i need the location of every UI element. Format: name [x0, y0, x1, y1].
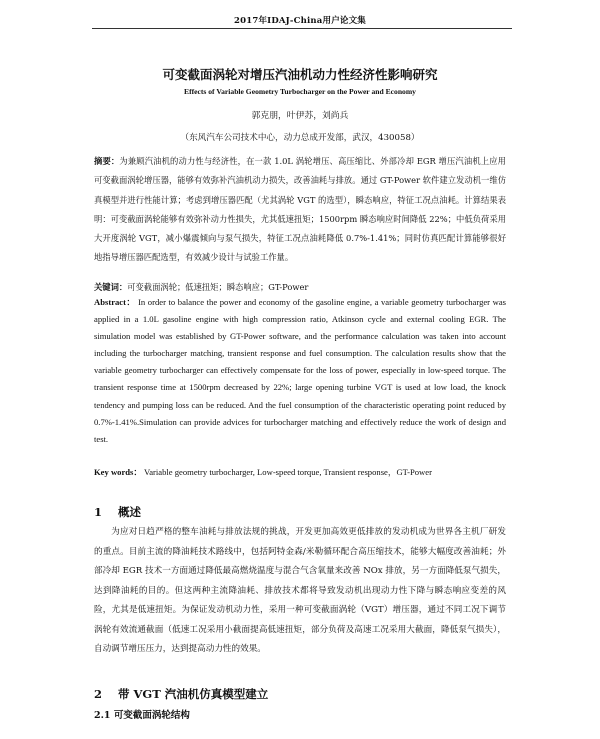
authors: 郭克朋，叶伊苏，刘尚兵	[251, 111, 349, 121]
keywords-en	[94, 464, 506, 480]
section-2-number: 2	[94, 687, 103, 701]
section-1-body: 为应对日趋严格的整车油耗与排放法规的挑战，开发更加高效更低排放的发动机成为世界各主机厂研发的重点。目前主流的降油耗技术路线中，包括阿特金森/米勒循环配合高压缩技术，能够大幅度改善油耗；外部冷却 EGR 技术一方面通过降低最高燃烧温度与混合气含氧量来改善 NOx 排放，另一方面降低泵气损失，达到降油耗的目的。但这两种主流降油耗、排放技术都将导致发动机出现动力性下降与瞬态响应变差的风险，尤其是低速扭矩。为保证发动机动力性，采用一种可变截面涡轮（VGT）增压器，通过不同工况下调节涡轮有效流通截面（低速工况采用小截面提高低速扭矩，部分负荷及高速工况采用大截面，降低泵气损失），自动调节增压压力，达到提高动力性的效果。	[94, 527, 506, 654]
paper-title-en: Effects of Variable Geometry Turbocharger on the Power and Economy	[184, 87, 416, 96]
abstract-cn	[94, 152, 506, 268]
affiliation: （东风汽车公司技术中心，动力总成开发部，武汉，430058）	[180, 133, 420, 143]
keywords-cn-text: 可变截面涡轮；低速扭矩；瞬态响应；GT-Power	[127, 282, 309, 292]
keywords-cn-label: 关键词：	[94, 282, 128, 292]
header-rule	[92, 28, 512, 29]
section-2-title: 带 VGT 汽油机仿真模型建立	[118, 687, 269, 701]
running-header: 2017年IDAJ-China用户论文集	[233, 16, 366, 26]
section-2-heading	[94, 686, 506, 702]
keywords-en-label: Key words：	[94, 467, 142, 477]
keywords-en-text: Variable geometry turbocharger, Low-speed torque, Transient response，GT-Power	[143, 467, 432, 477]
section-1-heading	[94, 504, 506, 520]
keywords-cn	[94, 279, 506, 295]
section-2-1-heading: 2.1 可变截面涡轮结构	[94, 710, 190, 721]
abstract-cn-text: 为兼顾汽油机的动力性与经济性，在一款 1.0L 涡轮增压、高压缩比、外部冷却 EGR 增压汽油机上应用可变截面涡轮增压器，能够有效弥补汽油机动力损失，改善油耗与排放。通过 GT-Power 软件建立发动机一维仿真模型并进行性能计算；考虑到增压器匹配（尤其涡轮 VGT 的选型），瞬态响应，特征工况点油耗。计算结果表明：可变截面涡轮能够有效弥补动力性损失，尤其低速扭矩；1500rpm 瞬态响应时间降低 22%；中低负荷采用大开度涡轮 VGT，减小爆震倾向与泵气损失，特征工况点油耗降低 0.7%-1.41%；同时仿真匹配计算能够很好地指导增压器匹配选型，有效减少设计与试验工作量。	[94, 156, 506, 263]
abstract-en-label: Abstract：	[94, 297, 136, 307]
section-1-title: 概述	[118, 505, 141, 519]
paper-title-cn: 可变截面涡轮对增压汽油机动力性经济性影响研究	[162, 67, 438, 82]
section-1-number: 1	[94, 505, 103, 519]
abstract-en-text: In order to balance the power and economy of the gasoline engine, a variable geometry turbocharger was applied in a 1.0L gasoline engine with high compression ratio, Atkinson cycle and external cooling EGR. The simulation model was established by GT-Power software, and the performance calculation was taken into account including the turbocharger matching, transient response and fuel consumption. The calculation results show that the variable geometry turbocharger can effectively compensate for the loss of power, especially in low-speed torque. The transient response time at 1500rpm decreased by 22%; large opening turbine VGT is used at low load, the knock tendency and pumping loss can be reduced. And the fuel consumption of the characteristic operating point reduced by 0.7%-1.41%.Simulation can provide advices for turbocharger matching and effectively reduce the work of design and test.	[94, 297, 507, 444]
abstract-en	[94, 294, 506, 448]
abstract-cn-label: 摘要：	[94, 156, 120, 166]
